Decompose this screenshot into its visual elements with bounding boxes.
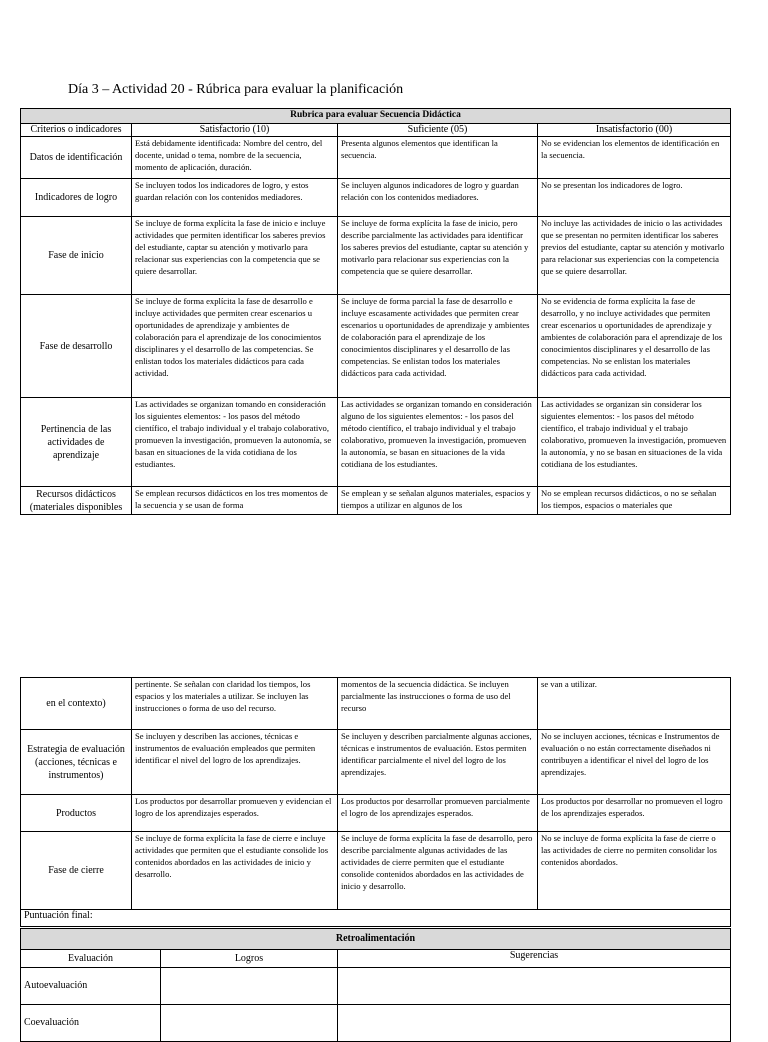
feedback-heading-row	[21, 929, 731, 950]
logros-cell[interactable]	[161, 1005, 338, 1042]
insatisfactorio-cell: No se evidencian los elementos de identificación en la secuencia.	[538, 137, 731, 179]
sugerencias-cell[interactable]	[338, 1005, 731, 1042]
criterion-cell: Indicadores de logro	[21, 179, 132, 217]
insatisfactorio-cell: Las actividades se organizan sin considerar los siguientes elementos: - los pasos del método científico, el trabajo individual y el trabajo colaborativo, promueven la investigación, promueven la autonomía, y no se basan en situaciones de la vida cotidiana de los estudiantes.	[538, 398, 731, 487]
satisfactorio-cell: Está debidamente identificada: Nombre del centro, del docente, unidad o tema, nombre de la secuencia, momento de aplicación, duración.	[132, 137, 338, 179]
criterion-cell: Datos de identificación	[21, 137, 132, 179]
rubric-heading-row	[21, 109, 731, 124]
insatisfactorio-cell: No se incluyen acciones, técnicas e Instrumentos de evaluación o no están correctamente diseñados ni contribuyen a identificar el nivel del logro de los aprendizajes.	[538, 730, 731, 795]
document-title: Día 3 – Actividad 20 - Rúbrica para evaluar la planificación	[68, 82, 404, 97]
table-row	[21, 137, 731, 179]
criterion-cell: Fase de desarrollo	[21, 295, 132, 398]
feedback-table	[20, 928, 731, 1042]
sugerencias-cell[interactable]	[338, 968, 731, 1005]
table-row	[21, 730, 731, 795]
feedback-column-headers	[21, 950, 731, 968]
satisfactorio-cell: pertinente. Se señalan con claridad los tiempos, los espacios y los materiales a utilizar. Se incluyen las instrucciones o forma de uso del recurso.	[132, 678, 338, 730]
col-header-satisfactorio: Satisfactorio (10)	[132, 124, 338, 137]
rubric-table-page1	[20, 108, 731, 515]
table-row	[21, 487, 731, 515]
satisfactorio-cell: Se incluye de forma explícita la fase de inicio e incluye actividades que permiten identificar los saberes previos del estudiante, captar su atención y motivarlo para relacionar sus experiencias con la competencia que se quiere desarrollar.	[132, 217, 338, 295]
satisfactorio-cell: Se incluyen todos los indicadores de logro, y estos guardan relación con los contenidos mediadores.	[132, 179, 338, 217]
satisfactorio-cell: Se incluyen y describen las acciones, técnicas e instrumentos de evaluación empleados que permiten identificar el nivel del logro de los aprendizajes.	[132, 730, 338, 795]
insatisfactorio-cell: Los productos por desarrollar no promueven el logro de los aprendizajes esperados.	[538, 795, 731, 832]
suficiente-cell: Presenta algunos elementos que identifican la secuencia.	[338, 137, 538, 179]
satisfactorio-cell: Se incluye de forma explícita la fase de cierre e incluye actividades que permiten que el estudiante consolide los contenidos abordados en las actividades de inicio y desarrollo.	[132, 832, 338, 910]
insatisfactorio-cell: No se emplean recursos didácticos, o no se señalan los tiempos, espacios o materiales que	[538, 487, 731, 515]
table-row	[21, 832, 731, 910]
col-header-insatisfactorio: Insatisfactorio (00)	[538, 124, 731, 137]
satisfactorio-cell: Las actividades se organizan tomando en consideración los siguientes elementos: - los pasos del método científico, el trabajo individual y el trabajo colaborativo, promueven la investigación, promueven la autonomía, se basan en situaciones de la vida cotidiana de los estudiantes.	[132, 398, 338, 487]
suficiente-cell: Los productos por desarrollar promueven parcialmente el logro de los aprendizajes esperados.	[338, 795, 538, 832]
table-row	[21, 398, 731, 487]
rubric-table-page2	[20, 677, 731, 927]
rubric-column-headers	[21, 124, 731, 137]
criterion-cell: Pertinencia de las actividades de aprendizaje	[21, 398, 132, 487]
suficiente-cell: Se emplean y se señalan algunos materiales, espacios y tiempos a utilizar en algunos de los	[338, 487, 538, 515]
evaluation-type-cell: Autoevaluación	[21, 968, 161, 1005]
table-row	[21, 217, 731, 295]
table-row	[21, 179, 731, 217]
final-score-row	[21, 910, 731, 927]
satisfactorio-cell: Se incluye de forma explícita la fase de desarrollo e incluye actividades que permiten crear escenarios u oportunidades de aprendizaje y ambientes de colaboración para el aprendizaje de los conocimientos disciplinares y el desarrollo de las competencias. Se enlistan todos los materiales didácticos para cada actividad.	[132, 295, 338, 398]
suficiente-cell: Se incluye de forma explícita la fase de inicio, pero describe parcialmente las actividades para identificar los saberes previos del estudiante, captar su atención y motivarlo para relacionar sus experiencias con la competencia que se quiere desarrollar.	[338, 217, 538, 295]
col-header-suficiente: Suficiente (05)	[338, 124, 538, 137]
table-row	[21, 968, 731, 1005]
table-row	[21, 678, 731, 730]
satisfactorio-cell: Los productos por desarrollar promueven y evidencian el logro de los aprendizajes esperados.	[132, 795, 338, 832]
insatisfactorio-cell: No se incluye de forma explícita la fase de cierre o las actividades de cierre no permiten consolidar los contenidos abordados.	[538, 832, 731, 910]
rubric-heading: Rubrica para evaluar Secuencia Didáctica	[21, 109, 731, 124]
col-header-sugerencias: Sugerencias	[338, 950, 731, 968]
satisfactorio-cell: Se emplean recursos didácticos en los tres momentos de la secuencia y se usan de forma	[132, 487, 338, 515]
criterion-cell: en el contexto)	[21, 678, 132, 730]
final-score-label: Puntuación final:	[21, 910, 731, 927]
criterion-cell: Estrategia de evaluación (acciones, técnicas e instrumentos)	[21, 730, 132, 795]
criterion-cell: Productos	[21, 795, 132, 832]
suficiente-cell: momentos de la secuencia didáctica. Se incluyen parcialmente las instrucciones o forma de uso del recurso	[338, 678, 538, 730]
logros-cell[interactable]	[161, 968, 338, 1005]
suficiente-cell: Se incluye de forma parcial la fase de desarrollo e incluye escasamente actividades que permiten crear escenarios u oportunidades de aprendizaje y ambientes de colaboración para el aprendizaje de los conocimientos disciplinares y el desarrollo de las competencias. Se enlistan todos los materiales didácticos para cada actividad.	[338, 295, 538, 398]
suficiente-cell: Se incluyen algunos indicadores de logro y guardan relación con los contenidos mediadores.	[338, 179, 538, 217]
col-header-criterios: Criterios o indicadores	[21, 124, 132, 137]
suficiente-cell: Se incluye de forma explícita la fase de desarrollo, pero describe parcialmente algunas actividades de las actividades de cierre permiten que el estudiante consolide contenidos abordados en las actividades de inicio y desarrollo.	[338, 832, 538, 910]
criterion-cell: Recursos didácticos (materiales disponibles	[21, 487, 132, 515]
criterion-cell: Fase de inicio	[21, 217, 132, 295]
col-header-logros: Logros	[161, 950, 338, 968]
insatisfactorio-cell: No incluye las actividades de inicio o las actividades que se presentan no permiten identificar los saberes previos del estudiante, captar su atención y motivarlo para relacionar sus experiencias con la competencia que se quiere desarrollar.	[538, 217, 731, 295]
suficiente-cell: Las actividades se organizan tomando en consideración alguno de los siguientes elementos: - los pasos del método científico, el trabajo individual y el trabajo colaborativo, promueven la investigación, promueven la autonomía, se basan en situaciones de la vida cotidiana de los estudiantes.	[338, 398, 538, 487]
feedback-heading: Retroalimentación	[21, 929, 731, 950]
table-row	[21, 795, 731, 832]
col-header-evaluacion: Evaluación	[21, 950, 161, 968]
criterion-cell: Fase de cierre	[21, 832, 132, 910]
insatisfactorio-cell: se van a utilizar.	[538, 678, 731, 730]
evaluation-type-cell: Coevaluación	[21, 1005, 161, 1042]
insatisfactorio-cell: No se presentan los indicadores de logro.	[538, 179, 731, 217]
table-row	[21, 1005, 731, 1042]
suficiente-cell: Se incluyen y describen parcialmente algunas acciones, técnicas e instrumentos de evaluación. Estos permiten identificar parcialmente el nivel del logro de los aprendizajes.	[338, 730, 538, 795]
insatisfactorio-cell: No se evidencia de forma explícita la fase de desarrollo, y no incluye actividades que permiten crear escenarios u oportunidades de aprendizaje y ambientes de colaboración para el aprendizaje de los conocimientos disciplinares y el desarrollo de las competencias. No se enlistan los materiales didácticos para cada actividad.	[538, 295, 731, 398]
table-row	[21, 295, 731, 398]
